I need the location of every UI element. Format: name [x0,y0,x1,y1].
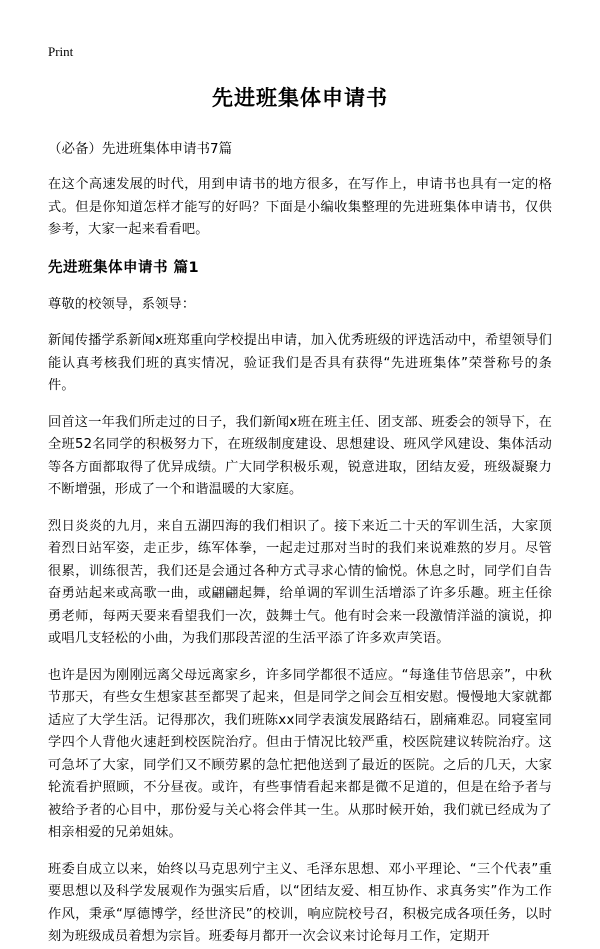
page-title: 先进班集体申请书 [212,86,388,110]
document-subtitle: （必备）先进班集体申请书7篇 [48,141,233,157]
paragraph-salutation: 尊敬的校领导，系领导： [48,296,196,312]
paragraph-2: 回首这一年我们所走过的日子，我们新闻x班在班主任、团支部、班委会的领导下，在全班52名同学的积极努力下，在班级制度建设、思想建设、班风学风建设、集体活动等各方面都取得了优异成绩。广大同学积极乐观，锐意进取，团结友爱，班级凝聚力不断增强，形成了一个和谐温暖的大家庭。 [48,414,552,497]
paragraph-1: 新闻传播学系新闻x班郑重向学校提出申请，加入优秀班级的评选活动中，希望领导们能认真考核我们班的真实情况，验证我们是否具有获得“先进班集体”荣誉称号的条件。 [48,333,552,393]
paragraph-3: 烈日炎炎的九月，来自五湖四海的我们相识了。接下来近二十天的军训生活，大家顶着烈日站军姿，走正步，练军体拳，一起走过那对当时的我们来说难熬的岁月。尽管很累，训练很苦，我们还是会通过各种方式寻求心情的愉悦。休息之时，同学们自告奋勇站起来或高歌一曲，或翩翩起舞，给单调的军训生活增添了许多乐趣。班主任徐勇老师，每两天要来看望我们一次，鼓舞士气。他有时会来一段激情洋溢的演说，抑或唱几支轻松的小曲，为我们那段苦涩的生活平添了许多欢声笑语。 [48,518,552,646]
section-heading: 先进班集体申请书 篇1 [48,259,200,276]
paragraph-5: 班委自成立以来，始终以马克思列宁主义、毛泽东思想、邓小平理论、“三个代表”重要思想以及科学发展观作为强实后盾，以“团结友爱、相互协作、求真务实”作为工作作风，秉承“厚德博学，经世济民”的校训，响应院校号召，积极完成各项任务，以时刻为班级成员着想为宗旨。班委每月都开一次会议来讨论每月工作，定期开 [48,861,552,944]
document-intro: 在这个高速发展的时代，用到申请书的地方很多，在写作上，申请书也具有一定的格式。但是你知道怎样才能写的好吗？下面是小编收集整理的先进班集体申请书，仅供参考，大家一起来看看吧。 [48,177,552,237]
print-button[interactable]: Print [48,44,74,59]
paragraph-4: 也许是因为刚刚远离父母远离家乡，许多同学都很不适应。“每逢佳节倍思亲”，中秋节那天，有些女生想家甚至都哭了起来，但是同学之间会互相安慰。慢慢地大家就都适应了大学生活。记得那次，我们班陈xx同学表演发展路结石，剧痛难忍。同寝室同学四个人背他火速赶到校医院治疗。但由于情况比较严重，校医院建议转院治疗。这可急坏了大家，同学们又不顾劳累的急忙把他送到了最近的医院。之后的几天，大家轮流看护照顾，不分昼夜。或许，有些事情看起来都是微不足道的，但是在给予者与被给予者的心目中，那份爱与关心将会伴其一生。从那时候开始，我们就已经成为了相亲相爱的兄弟姐妹。 [48,667,552,840]
